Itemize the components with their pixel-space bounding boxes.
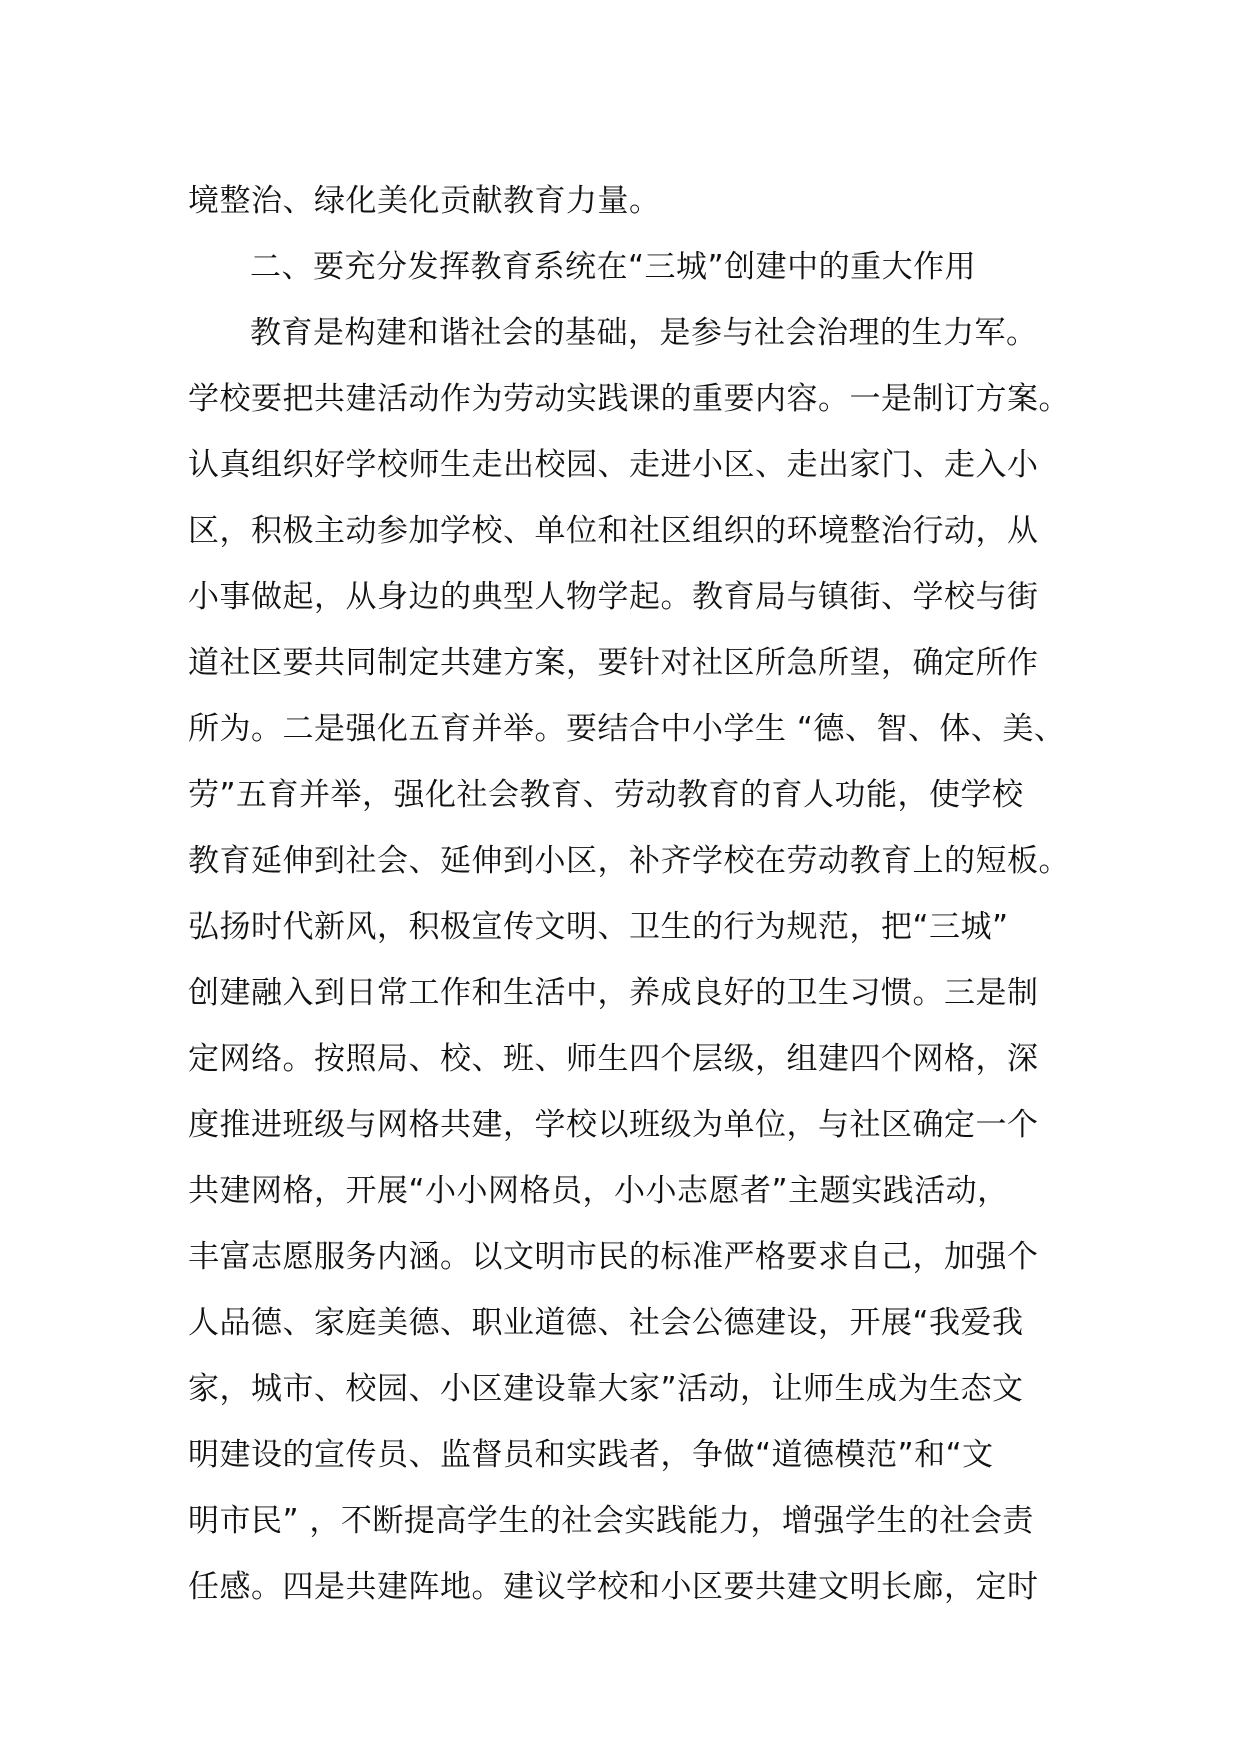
body-text bbox=[188, 168, 1088, 1620]
text-line: 劳”五育并举，强化社会教育、劳动教育的育人功能，使学校 bbox=[188, 777, 1024, 813]
text-line: 明建设的宣传员、监督员和实践者，争做“道德模范”和“文 bbox=[188, 1437, 994, 1473]
text-line: 人品德、家庭美德、职业道德、社会公德建设，开展“我爱我 bbox=[188, 1305, 1024, 1341]
text-line: 小事做起，从身边的典型人物学起。教育局与镇街、学校与街 bbox=[188, 579, 1039, 615]
text-line: 家，城市、校园、小区建设靠大家”活动，让师生成为生态文 bbox=[188, 1371, 1024, 1407]
section-heading: 二、要充分发挥教育系统在“三城”创建中的重大作用 bbox=[250, 249, 977, 285]
text-line: 区，积极主动参加学校、单位和社区组织的环境整治行动，从 bbox=[188, 513, 1039, 549]
text-line: 任感。四是共建阵地。建议学校和小区要共建文明长廊，定时 bbox=[188, 1569, 1039, 1605]
text-line: 认真组织好学校师生走出校园、走进小区、走出家门、走入小 bbox=[188, 447, 1039, 483]
text-line: 明市民” ，不断提高学生的社会实践能力，增强学生的社会责 bbox=[188, 1503, 1034, 1539]
text-line: 道社区要共同制定共建方案，要针对社区所急所望，确定所作 bbox=[188, 645, 1039, 681]
text-line: 弘扬时代新风，积极宣传文明、卫生的行为规范，把“三城” bbox=[188, 909, 1009, 945]
text-line: 丰富志愿服务内涵。以文明市民的标准严格要求自己，加强个 bbox=[188, 1239, 1039, 1275]
text-line: 定网络。按照局、校、班、师生四个层级，组建四个网格，深 bbox=[188, 1041, 1039, 1077]
text-line: 教育延伸到社会、延伸到小区，补齐学校在劳动教育上的短板。 bbox=[188, 843, 1070, 879]
paragraph-first-line: 教育是构建和谐社会的基础，是参与社会治理的生力军。 bbox=[250, 315, 1038, 351]
text-line: 创建融入到日常工作和生活中，养成良好的卫生习惯。三是制 bbox=[188, 975, 1039, 1011]
text-line: 学校要把共建活动作为劳动实践课的重要内容。一是制订方案。 bbox=[188, 381, 1070, 417]
text-line: 境整治、绿化美化贡献教育力量。 bbox=[188, 183, 661, 219]
text-line: 所为。二是强化五育并举。要结合中小学生 “德、智、体、美、 bbox=[188, 711, 1066, 747]
text-line: 度推进班级与网格共建，学校以班级为单位，与社区确定一个 bbox=[188, 1107, 1039, 1143]
text-line: 共建网格，开展“小小网格员，小小志愿者”主题实践活动， bbox=[188, 1173, 1009, 1209]
